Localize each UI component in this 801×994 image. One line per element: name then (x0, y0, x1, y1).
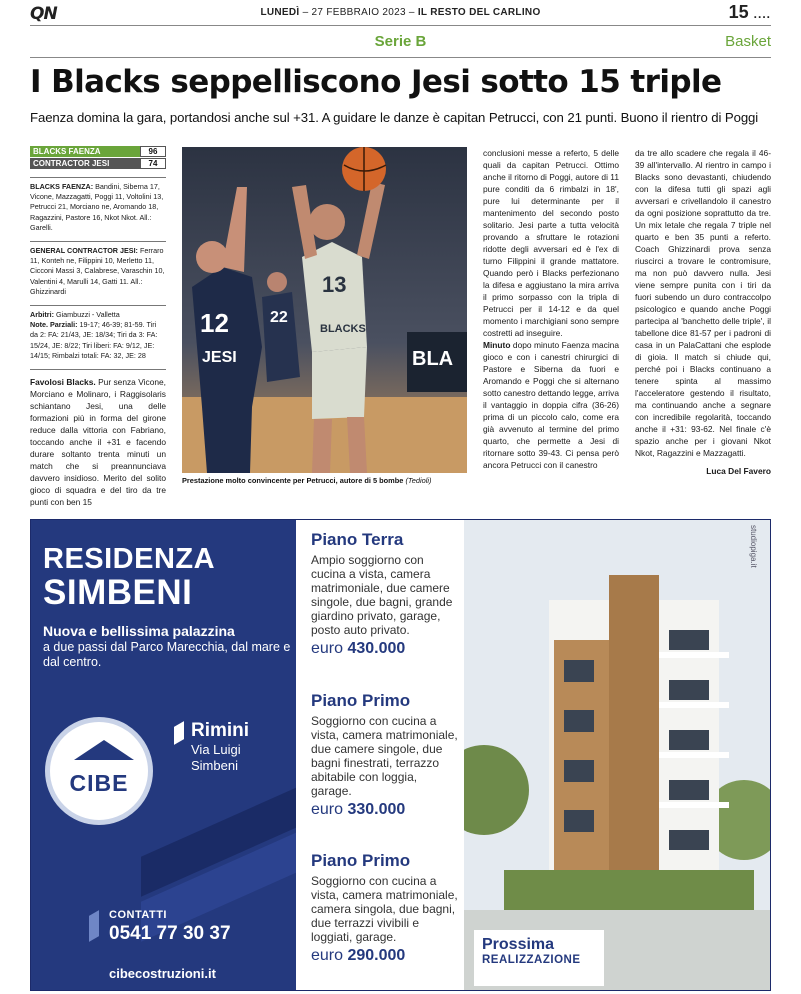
column-2-paragraph-2 (483, 339, 619, 471)
score-row-faenza (30, 146, 166, 157)
floor-price (311, 801, 461, 819)
referees: Giambuzzi - Valletta (55, 310, 120, 320)
cibe-logo-text: CIBE (69, 770, 129, 796)
ad-title (43, 542, 215, 610)
ad-location (191, 720, 249, 774)
photo-jersey-center: 13 (322, 272, 347, 297)
section-sport: Basket (725, 33, 771, 50)
floor-price-value: 290.000 (347, 947, 406, 964)
article-column-3 (635, 147, 771, 477)
score-row-jesi (30, 158, 166, 169)
lead-body: Pur senza Vicone, Morciano e Molinaro, i Raggisolaris schiantano Jesi, una delle formazioni più in forma del girone reduce dalla vittoria con Fabriano, toccando anche il +31 e facendo durare soltanto trenta minuti un match che si preannunciava davvero insidioso. Merito del solito gioco di squadra e del tiro da tre punti con ben 15 (30, 377, 166, 508)
floor-price (311, 640, 461, 658)
score-team: CONTRACTOR JESI (30, 158, 140, 169)
qn-logo: QN (30, 4, 57, 24)
photo-shirt-brand: BLACKS (320, 323, 366, 335)
score-team: BLACKS FAENZA (30, 146, 140, 157)
lead-bold: Favolosi Blacks. (30, 377, 96, 388)
ad-subtitle-line-2: a due passi dal Parco Marecchia, dal mare e dal centro. (43, 640, 291, 669)
floor-description: Ampio soggiorno con cucina a vista, camera matrimoniale, due camere singole, due bagni, grande giardino privato, garage, posto auto privato. (311, 553, 453, 637)
studio-credit: studiopiga.it (749, 525, 758, 568)
photo-banner-text: BLA (412, 348, 454, 370)
dateline-date: – 27 FEBBRAIO 2023 – (302, 7, 415, 18)
floor-item (311, 691, 461, 819)
ad-subtitle (43, 624, 293, 670)
notes-label: Note. Parziali: (30, 320, 78, 330)
masthead (30, 4, 771, 24)
floor-title: Piano Primo (311, 691, 411, 710)
ad-city: Rimini (191, 720, 250, 741)
lineup-faenza (30, 177, 166, 233)
section-rule (30, 57, 771, 58)
ad-floor-list (296, 520, 464, 990)
floor-description: Soggiorno con cucina a vista, camera matrimoniale, camera singola, due bagni, due terrazzi vivibili e loggiati, garage. (311, 874, 458, 944)
article-photo (182, 147, 467, 473)
headline: I Blacks seppelliscono Jesi sotto 15 triple (30, 64, 722, 100)
contact-website: cibecostruzioni.it (109, 966, 216, 981)
floor-price (311, 947, 461, 965)
contact-mark-icon (89, 910, 99, 942)
section-line (30, 33, 771, 55)
caption-credit: (Tedioli) (405, 476, 432, 485)
score-points: 96 (140, 146, 166, 157)
column-2-paragraph-1: conclusioni messe a referto, 5 delle quali da capitan Petrucci. Ottimo anche il ritorno di Poggi, autore di 11 pure conditi da 6 rimbalzi in 18', pure lui determinante per il mantenimento del secondo posto solitario. Jesi parte a tutta velocità provando a sfruttare le rotazioni ridotte degli avversari ed è l'ex di turno Filippini il grande mattatore. Quando però i Blacks perfezionano la difesa e aggiustano la mira arriva il primo sorpasso con la tripla di Petrucci per il 14-12 e da quel momento i marchigiani sono sempre costretti ad inseguire. (483, 148, 619, 338)
page-number-value: 15 (728, 2, 749, 22)
floor-price-value: 430.000 (347, 640, 406, 657)
contact-phone: 0541 77 30 37 (109, 923, 231, 944)
match-notes (30, 305, 166, 361)
ad-street-1: Via Luigi (191, 742, 241, 757)
photo-jersey-left: 12 (200, 308, 229, 338)
ad-title-line-2: SIMBENI (43, 573, 193, 612)
column-3-paragraph: da tre allo scadere che regala il 46-39 all'intervallo. Al rientro in campo i Blacks sono devastanti, chiudendo con la difesa tutti gli spazi agli avversari e crivellandolo il canestro da ogni posizione soprattutto da tre. Un mix letale che regala 7 triple nel quarto e ben 35 punti a referto. Coach Ghizzinardi prova senza riuscirci a trovare le contromisure, ma non può davvero nulla. Jesi viene sempre punita con i tiri da fuori subendo un duro contraccolpo psicologico e quando anche Poggi partecipa al 'banchetto delle triple', il tabellone dice 81-57 per i padroni di casa in un PalaCattani che esplode di gioia. Il match si chiude qui, perché poi i Blacks continuano a tenere spinta al massimo l'acceleratore gestendo il risultato, ma continuando anche a segnare con incredibile regolarità, toccando anche il +31: 93-62. Nel finale c'è spazio anche per i giovani Nkot Nkot, Ragazzini e Mazzagatti. (635, 148, 771, 458)
photo-illustration (182, 147, 467, 473)
floor-title: Piano Primo (311, 851, 411, 870)
caption-text: Prestazione molto convincente per Petrucci, autore di 5 bombe (182, 476, 404, 485)
column-2-text: dopo minuto Faenza macina gioco e con i canestri chirurgici di Pastore e Siberna da fuori e Aromando e Poggi che si alternano sotto canestro dettando legge, arriva il vantaggio in doppia cifra (36-26) prima di un piccolo calo, come era già avvenuto al termine del primo quarto, che permette a Jesi di ritornare sotto 39-43. Ci pensa però ancora Petrucci con il canestro (483, 340, 620, 470)
ad-street-2: Simbeni (191, 758, 238, 773)
floor-title: Piano Terra (311, 530, 404, 549)
ad-left-panel (31, 520, 296, 990)
lineup-label: GENERAL CONTRACTOR JESI: (30, 246, 138, 256)
article-column-2 (483, 147, 619, 471)
lineup-text: Bandini, Siberna 17, Vicone, Mazzagatti, Poggi 11, Voltolini 13, Petrucci 21, Morciano ne, Aromando 18, Ragazzini, Pastore 16, Nkot Nkot. All.: Garelli. (30, 182, 164, 232)
ad-subtitle-strong: Nuova (43, 623, 86, 639)
referees-label: Arbitri: (30, 310, 54, 320)
ad-subtitle-rest: e bellissima palazzina (89, 623, 235, 639)
coming-soon-subtitle: REALIZZAZIONE (482, 954, 581, 966)
photo-jersey-back: 22 (270, 309, 288, 326)
location-mark-icon (174, 721, 184, 745)
page-number (729, 2, 771, 23)
building-illustration (464, 520, 770, 990)
section-name: Serie B (374, 33, 427, 50)
notes: 19-17; 46-39; 81-59. Tiri da 2: FA: 21/43, JE: 18/34; Tiri da 3: FA: 15/24, JE: 8/22; Tiri liberi: FA: 9/12, JE: 14/15; Rimbalzi totali: FA: 32, JE: 28 (30, 320, 158, 360)
photo-jersey-left-name: JESI (202, 349, 237, 366)
dateline-day: LUNEDÌ (260, 7, 300, 18)
ad-title-line-1: RESIDENZA (43, 543, 216, 575)
score-points: 74 (140, 158, 166, 169)
masthead-rule (30, 25, 771, 26)
lineup-text: Ferraro 11, Konteh ne, Filippini 10, Merletto 11, Cicconi Massi 3, Calabrese, Varaschin 10, Valentini 4, Marulli 14, Gatti 11. All.: Ghizzinardi (30, 246, 165, 296)
lineup-label: BLACKS FAENZA: (30, 182, 94, 191)
floor-price-prefix: euro (311, 640, 344, 657)
coming-soon-title: Prossima (482, 936, 555, 953)
house-icon (74, 740, 134, 760)
cibe-logo (45, 717, 153, 825)
lineup-jesi (30, 241, 166, 297)
page-number-dots: .... (753, 7, 771, 21)
coming-soon-badge (474, 930, 604, 986)
floor-description: Soggiorno con cucina a vista, camera matrimoniale, due camere singole, due bagni finestrati, terrazzo abitabile con loggia, garage. (311, 714, 458, 798)
advertisement (30, 519, 771, 991)
stats-column (30, 146, 166, 508)
floor-price-prefix: euro (311, 947, 344, 964)
photo-caption (182, 476, 467, 485)
byline: Luca Del Favero (706, 466, 771, 476)
contact-label: CONTATTI (109, 909, 167, 921)
dateline-paper: IL RESTO DEL CARLINO (417, 7, 541, 18)
column-2-bold: Minuto (483, 340, 511, 350)
floor-item (311, 851, 461, 965)
floor-price-value: 330.000 (347, 801, 406, 818)
subhead: Faenza domina la gara, portandosi anche sul +31. A guidare le danze è capitan Petrucci, con 21 punti. Buono il rientro di Poggi (30, 110, 759, 125)
article-lead (30, 369, 166, 508)
ad-building-render (464, 520, 770, 990)
floor-item (311, 530, 461, 658)
dateline (30, 7, 771, 18)
floor-price-prefix: euro (311, 801, 344, 818)
